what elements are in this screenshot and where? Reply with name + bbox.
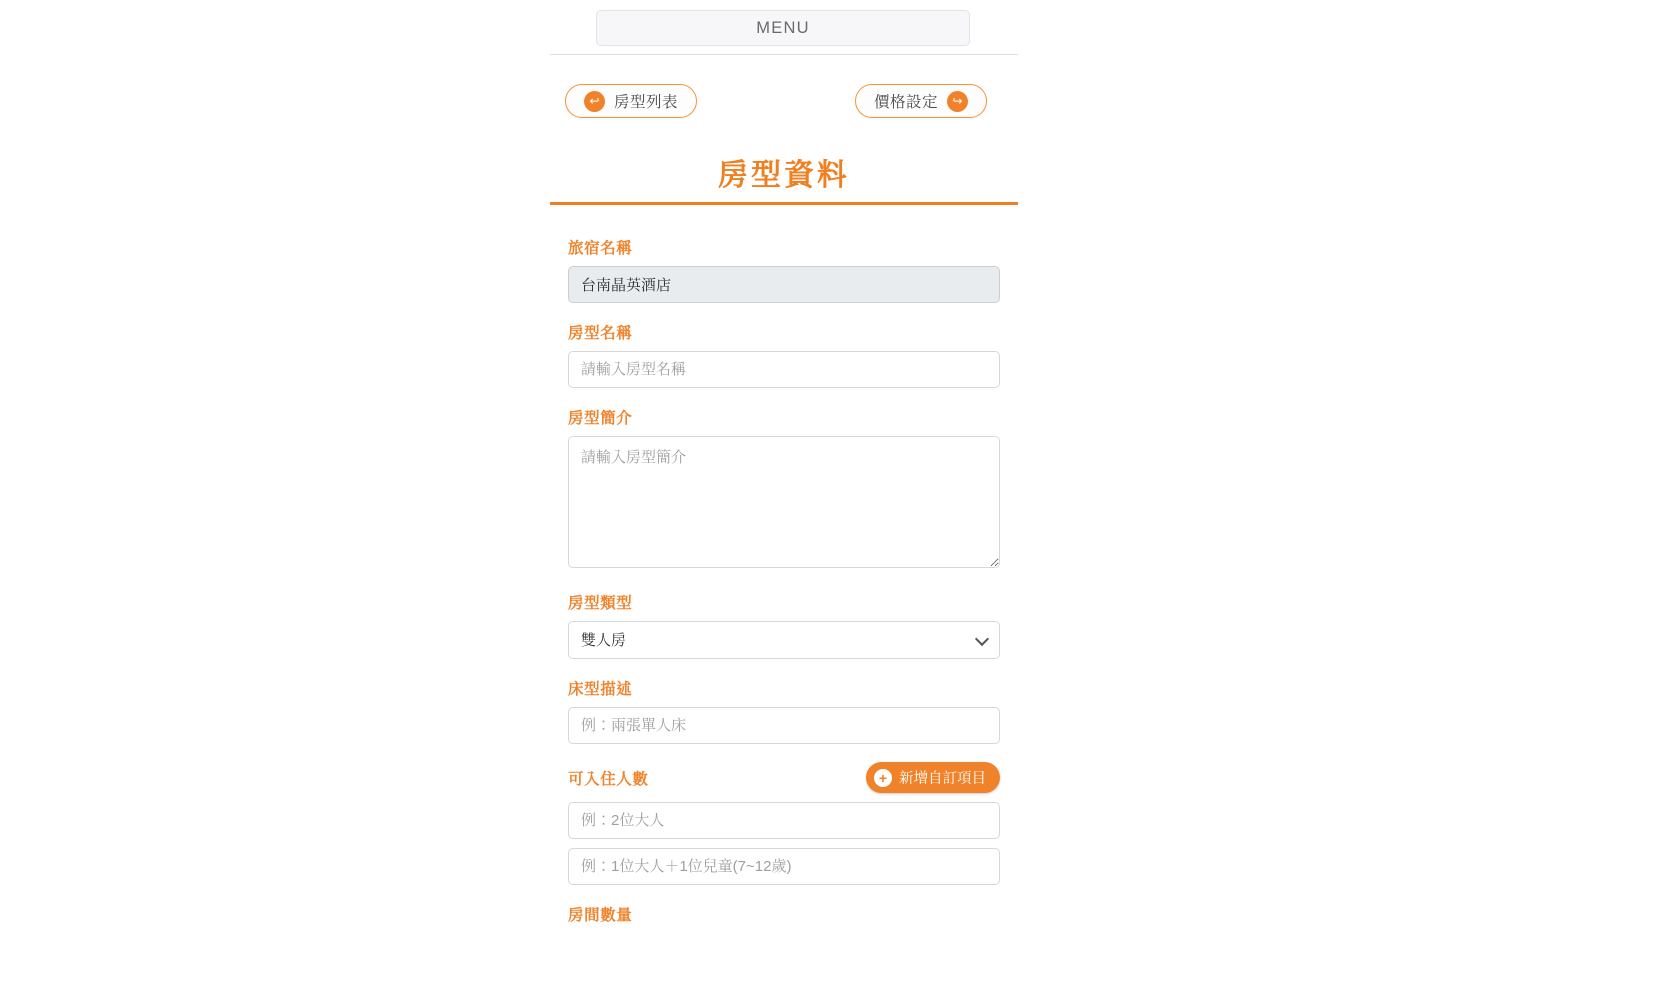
room-intro-textarea[interactable] [568,436,1000,568]
occupancy-header-row [568,762,1000,793]
menu-bar [596,10,970,46]
bed-desc-label: 床型描述 [568,681,633,698]
add-custom-item-button[interactable] [866,762,1000,793]
hotel-name-input[interactable] [568,266,1000,303]
occupancy-input-1[interactable] [568,802,1000,839]
menu-button[interactable]: MENU [596,10,970,46]
arrow-back-icon: ↩ [584,91,605,112]
header-divider [550,54,1018,55]
room-type-select-wrap [568,621,1000,659]
room-form [568,236,1000,933]
room-type-select[interactable] [568,621,1000,659]
room-count-label: 房間數量 [568,907,633,924]
room-name-label: 房型名稱 [568,325,633,342]
room-type-label: 房型類型 [568,595,633,612]
room-name-input[interactable] [568,351,1000,388]
page-title: 房型資料 [718,159,850,192]
occupancy-label: 可入住人數 [568,770,649,788]
arrow-forward-icon: ↪ [947,91,968,112]
plus-icon: + [874,769,892,787]
room-intro-label: 房型簡介 [568,410,633,427]
title-underline [550,202,1018,205]
bed-desc-input[interactable] [568,707,1000,744]
add-custom-item-label: 新增自訂項目 [899,771,986,787]
hotel-name-label: 旅宿名稱 [568,240,633,257]
room-list-nav-button[interactable] [565,84,697,118]
occupancy-input-2[interactable] [568,848,1000,885]
price-setting-nav-button[interactable] [855,84,987,118]
room-list-nav-label: 房型列表 [614,94,679,111]
price-setting-nav-label: 價格設定 [874,94,939,111]
